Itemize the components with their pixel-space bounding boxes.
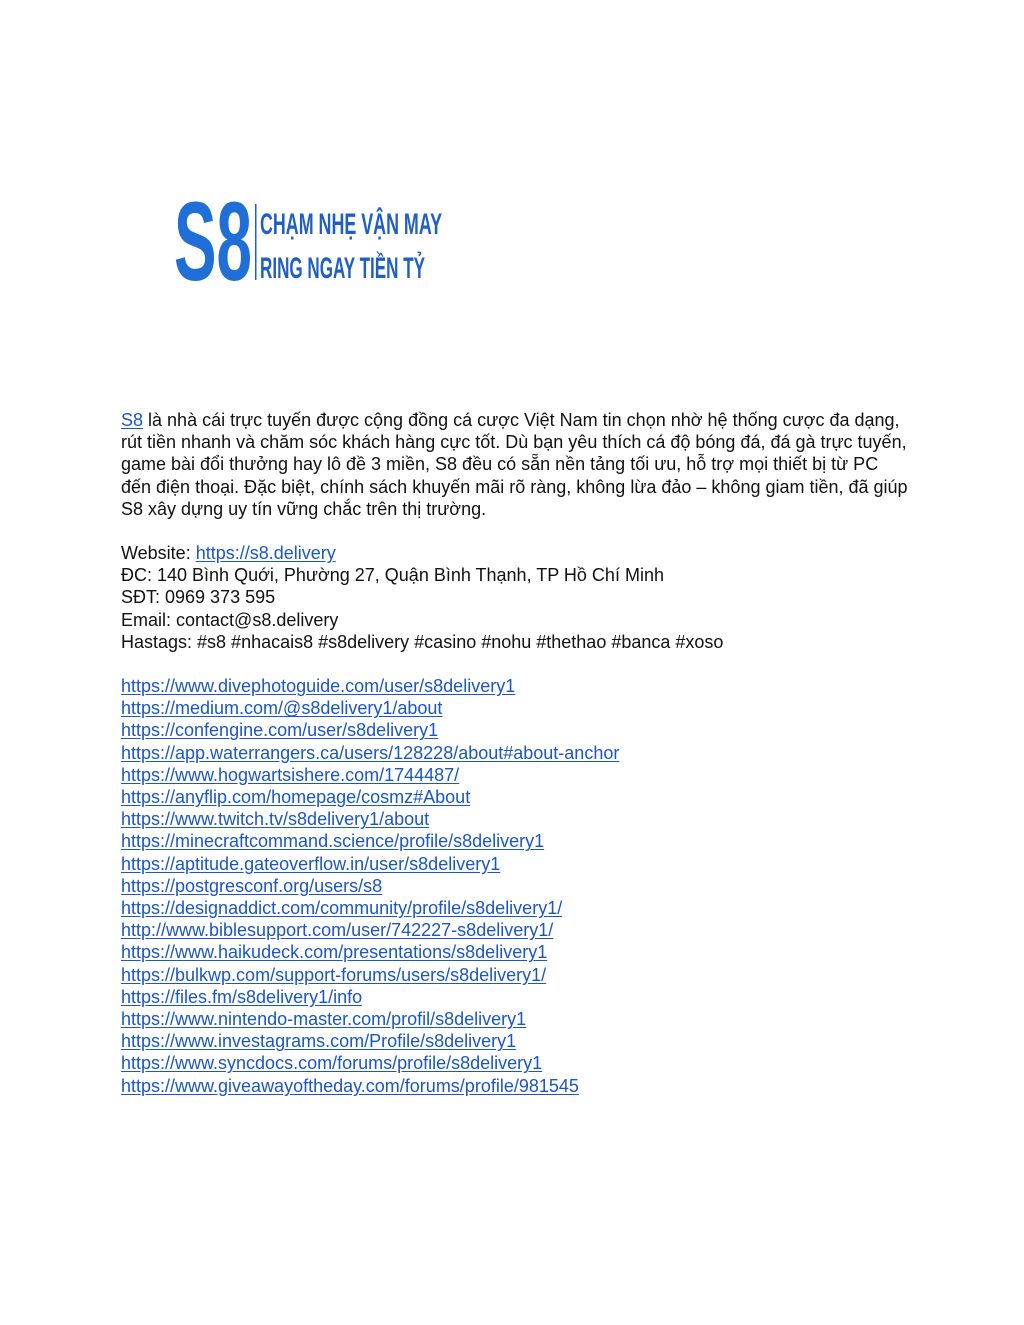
profile-link[interactable]: https://medium.com/@s8delivery1/about [121, 698, 443, 719]
profile-link[interactable]: https://www.giveawayoftheday.com/forums/profile/981545 [121, 1075, 579, 1096]
logo-mark: S8 [174, 179, 252, 304]
profile-link[interactable]: https://bulkwp.com/support-forums/users/s8delivery1/ [121, 964, 547, 985]
profile-link[interactable]: https://www.hogwartsishere.com/1744487/ [121, 764, 460, 785]
phone-line: SĐT: 0969 373 595 [121, 587, 276, 608]
intro-text: là nhà cái trực tuyến được cộng đồng cá cược Việt Nam tin chọn nhờ hệ thống cược đa dạng, rút tiền nhanh và chăm sóc khách hàng cực tốt. Dù bạn yêu thích cá độ bóng đá, đá gà trực tuyến, game bài đổi thưởng hay lô đề 3 miền, S8 đều có sẵn nền tảng tối ưu, hỗ trợ mọi thiết bị từ PC đến điện thoại. Đặc biệt, chính sách khuyến mãi rõ ràng, không lừa đảo – không giam tiền, đã giúp S8 xây dựng uy tín vững chắc trên thị trường. [121, 410, 908, 519]
intro-paragraph [121, 409, 911, 520]
hashtags-line: Hastags: #s8 #nhacais8 #s8delivery #casino #nohu #thethao #banca #xoso [121, 631, 724, 652]
website-label: Website: [121, 543, 196, 564]
website-link[interactable]: https://s8.delivery [195, 543, 336, 564]
contact-block [121, 542, 911, 653]
website-line [121, 542, 911, 564]
link-list [121, 675, 911, 1097]
profile-link[interactable]: https://confengine.com/user/s8delivery1 [121, 720, 439, 741]
profile-link[interactable]: http://www.biblesupport.com/user/742227-s8delivery1/ [121, 920, 554, 941]
email-line: Email: contact@s8.delivery [121, 609, 339, 630]
profile-link[interactable]: https://www.syncdocs.com/forums/profile/s8delivery1 [121, 1053, 543, 1074]
profile-link[interactable]: https://www.investagrams.com/Profile/s8delivery1 [121, 1031, 517, 1052]
profile-link[interactable]: https://www.haikudeck.com/presentations/s8delivery1 [121, 942, 548, 963]
profile-link[interactable]: https://minecraftcommand.science/profile/s8delivery1 [121, 831, 545, 852]
spacer [121, 653, 911, 675]
s8-logo-graphic [174, 179, 566, 304]
brand-link[interactable]: S8 [121, 410, 144, 430]
logo-divider [255, 204, 257, 280]
spacer [121, 520, 911, 542]
profile-link[interactable]: https://postgresconf.org/users/s8 [121, 875, 383, 896]
profile-link[interactable]: https://www.twitch.tv/s8delivery1/about [121, 809, 430, 830]
profile-link[interactable]: https://www.divephotoguide.com/user/s8delivery1 [121, 676, 516, 697]
profile-link[interactable]: https://designaddict.com/community/profile/s8delivery1/ [121, 898, 563, 919]
address-line: ĐC: 140 Bình Quới, Phường 27, Quận Bình Thạnh, TP Hồ Chí Minh [121, 565, 664, 586]
profile-link[interactable]: https://aptitude.gateoverflow.in/user/s8delivery1 [121, 853, 501, 874]
brand-logo [174, 179, 566, 304]
logo-slogan-line2: RING NGAY TIỀN TỶ [260, 252, 551, 285]
profile-link[interactable]: https://app.waterrangers.ca/users/128228/about#about-anchor [121, 742, 620, 763]
profile-link[interactable]: https://anyflip.com/homepage/cosmz#About [121, 787, 471, 808]
profile-link[interactable]: https://files.fm/s8delivery1/info [121, 986, 363, 1007]
profile-link[interactable]: https://www.nintendo-master.com/profil/s8delivery1 [121, 1009, 527, 1030]
logo-slogan-line1: CHẠM NHẸ VẬN MAY [260, 208, 566, 241]
document-body [121, 409, 911, 1097]
